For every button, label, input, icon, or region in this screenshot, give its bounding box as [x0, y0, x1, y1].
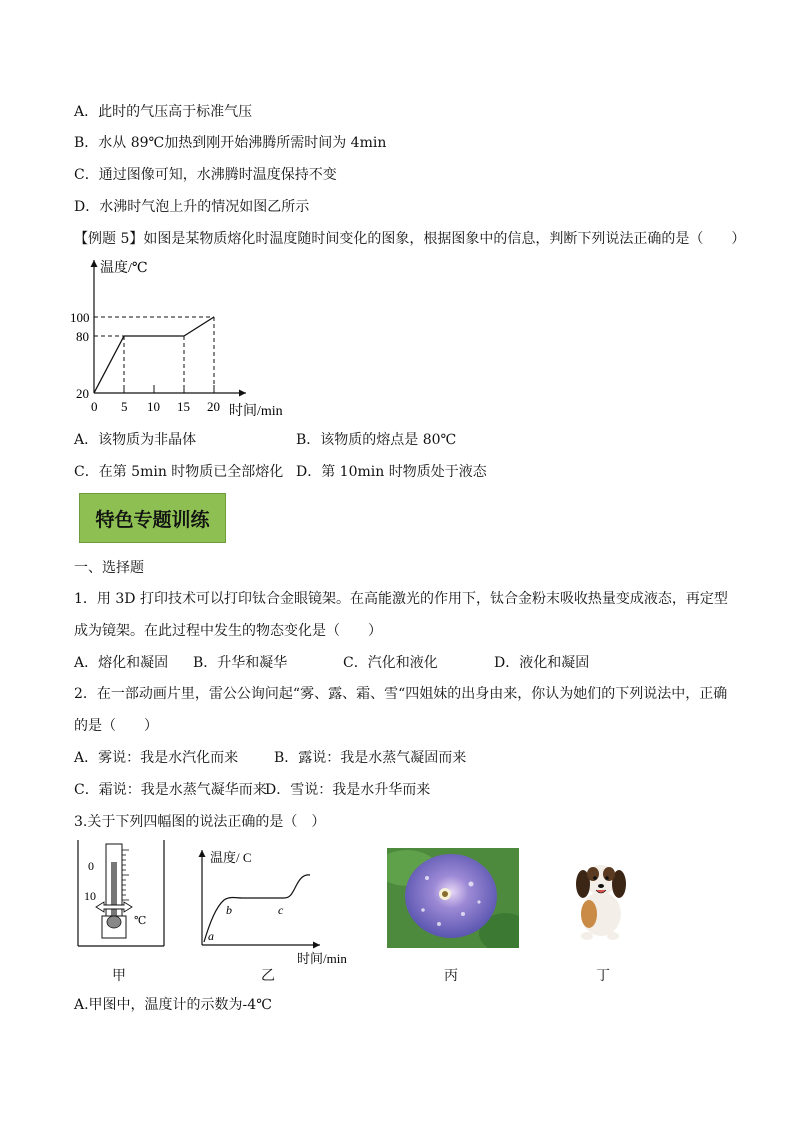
graph-point-b: b: [226, 903, 232, 917]
x-tick-label-10: 10: [147, 399, 160, 414]
x-axis-label: 时间/min: [229, 404, 283, 419]
example5-option-d: D．第 10min 时物质处于液态: [296, 464, 487, 480]
caption-jia: 甲: [112, 968, 126, 984]
y-axis-label: 温度/℃: [100, 261, 148, 276]
q1-line1: 1．用 3D 打印技术可以打印钛合金眼镜架。在高能激光的作用下，钛合金粉末吸收热量变成液态，再定型: [74, 591, 728, 607]
melting-chart: [70, 256, 290, 426]
example5-question: 【例题 5】如图是某物质熔化时温度随时间变化的图象，根据图象中的信息，判断下列说法正确的是（ ）: [74, 231, 746, 247]
x-tick-label-5: 5: [121, 399, 128, 414]
q1-line2: 成为镜架。在此过程中发生的物态变化是（ ）: [74, 623, 382, 639]
melting-curve: [94, 317, 214, 393]
graph-point-c: c: [278, 903, 284, 917]
x-tick-label-0: 0: [91, 399, 98, 414]
option-d-text: D．水沸时气泡上升的情况如图乙所示: [74, 199, 310, 215]
y-tick-label-80: 80: [76, 329, 89, 344]
y-tick-label-20: 20: [76, 386, 89, 401]
caption-ding: 丁: [596, 968, 610, 984]
graph-y-label: 温度/ C: [210, 850, 252, 865]
q1-option-b: B．升华和凝华: [193, 655, 288, 671]
q2-option-a: A．雾说：我是水汽化而来: [74, 750, 239, 766]
morning-glory-photo: [387, 848, 519, 948]
option-c-text: C．通过图像可知，水沸腾时温度保持不变: [74, 167, 337, 183]
thermometer-unit: ℃: [134, 915, 147, 927]
caption-bing: 丙: [444, 968, 458, 984]
thermometer-tick-0: 0: [88, 859, 94, 873]
thermometer-tick-10: 10: [84, 889, 96, 903]
x-tick-label-15: 15: [177, 399, 190, 414]
section-title: 一、选择题: [74, 560, 144, 576]
q2-option-b: B．露说：我是水蒸气凝固而来: [274, 750, 467, 766]
graph-curve: [204, 875, 310, 942]
q2-option-d: D．雪说：我是水升华而来: [265, 782, 431, 798]
q3-question: 3.关于下列四幅图的说法正确的是（ ）: [74, 814, 326, 830]
example5-option-a: A．该物质为非晶体: [74, 432, 197, 448]
temperature-time-graph: [192, 842, 372, 967]
thermometer-figure: [76, 840, 168, 950]
q2-line1: 2．在一部动画片里，雷公公询问起“雾、露、霜、雪“四姐妹的出身由来，你认为她们的下列说法中，正确: [74, 686, 728, 702]
q1-option-c: C．汽化和液化: [343, 655, 438, 671]
section-banner: 特色专题训练: [79, 493, 226, 543]
q2-option-c: C．霜说：我是水蒸气凝华而来: [74, 782, 267, 798]
q3-option-a: A.甲图中，温度计的示数为-4℃: [74, 997, 272, 1013]
thermometer-bulb: [107, 916, 121, 928]
q1-option-d: D．液化和凝固: [494, 655, 590, 671]
example5-option-b: B．该物质的熔点是 80℃: [296, 432, 457, 448]
thermometer-liquid: [111, 862, 117, 922]
graph-point-a: a: [208, 929, 214, 943]
option-b-text: B．水从 89℃加热到刚开始沸腾所需时间为 4min: [74, 135, 387, 151]
x-tick-label-20: 20: [207, 399, 220, 414]
puppy-photo: [565, 852, 635, 942]
q2-line2: 的是（ ）: [74, 718, 158, 734]
graph-x-label: 时间/min: [297, 951, 347, 966]
option-a-text: A．此时的气压高于标准气压: [74, 104, 253, 120]
caption-yi: 乙: [261, 968, 275, 984]
y-tick-label-100: 100: [70, 310, 90, 325]
example5-option-c: C．在第 5min 时物质已全部熔化: [74, 464, 284, 480]
q1-option-a: A．熔化和凝固: [74, 655, 169, 671]
